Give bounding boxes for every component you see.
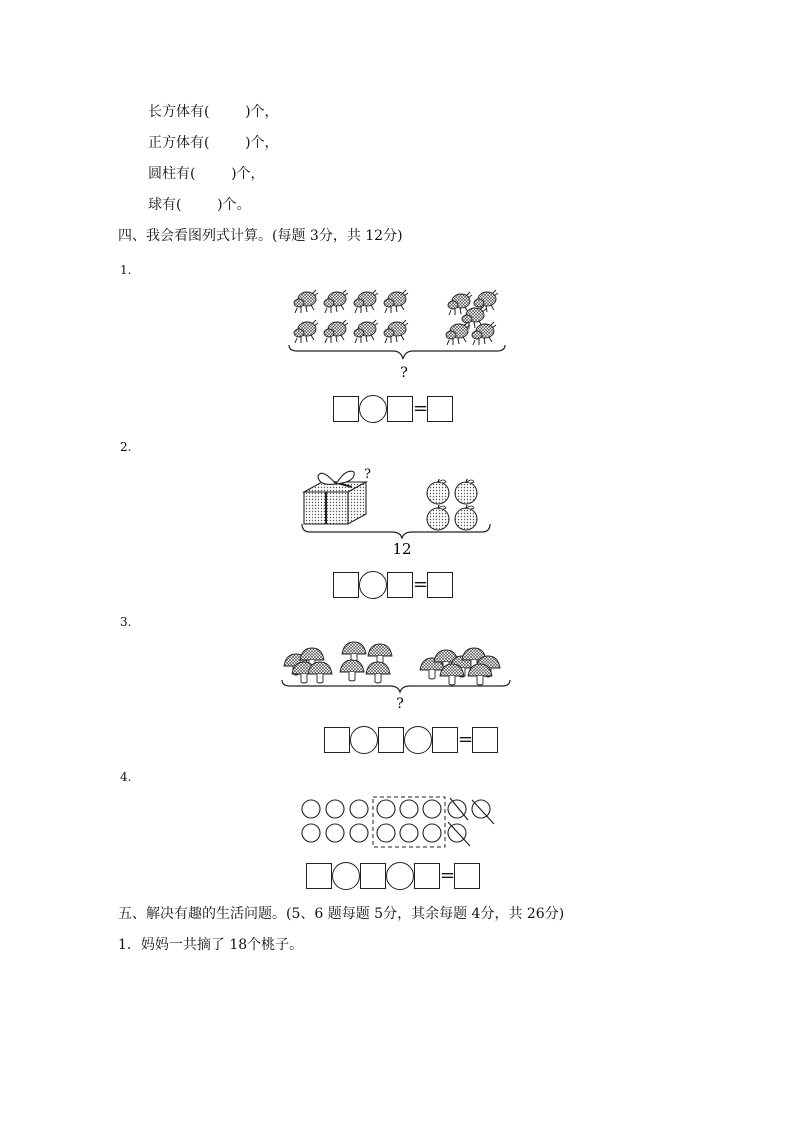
mushroom-icon (308, 662, 332, 683)
apple-icon (455, 505, 477, 530)
answer-box[interactable] (378, 727, 404, 753)
ant-icon (354, 290, 378, 313)
answer-box[interactable] (427, 396, 453, 422)
answer-box[interactable] (414, 863, 440, 889)
equals-sign: = (413, 574, 429, 595)
problem-1-number: 1. (120, 263, 132, 277)
answer-box[interactable] (387, 572, 413, 598)
problem-2-number: 2. (120, 440, 132, 454)
equation-2 (333, 571, 453, 599)
ant-icon (294, 320, 318, 343)
answer-box[interactable] (333, 572, 359, 598)
answer-box[interactable] (472, 727, 498, 753)
circle-mark (400, 824, 418, 842)
mushroom-icon (366, 662, 390, 683)
circle-mark (326, 800, 344, 818)
equation-4 (306, 862, 480, 890)
equation-3 (324, 726, 498, 754)
brace-label: ? (396, 696, 404, 712)
answer-box[interactable] (432, 727, 458, 753)
answer-box[interactable] (427, 572, 453, 598)
circle-mark (423, 824, 441, 842)
gift-box-icon (304, 471, 366, 524)
operator-circle[interactable] (386, 862, 414, 890)
answer-box[interactable] (333, 396, 359, 422)
apple-icon (427, 505, 449, 530)
ant-icon (324, 320, 348, 343)
circle-mark (350, 800, 368, 818)
cross-out-strokes (448, 798, 494, 846)
ant-icon (446, 322, 470, 345)
equals-sign: = (458, 729, 474, 750)
answer-box[interactable] (454, 863, 480, 889)
fill-line-cuboid: 长方体有( )个， (148, 104, 279, 120)
circle-mark (423, 800, 441, 818)
answer-box[interactable] (387, 396, 413, 422)
circle-mark (400, 800, 418, 818)
dashed-group-box (373, 797, 445, 847)
section-4-title: 四、我会看图列式计算。(每题 3分，共 12分) (118, 228, 403, 244)
problem-3-number: 3. (120, 615, 132, 629)
brace (289, 345, 505, 359)
equals-sign: = (440, 865, 456, 886)
problem-4-illustration (298, 796, 500, 852)
circle-mark (377, 824, 395, 842)
fill-line-cube: 正方体有( )个， (148, 135, 279, 151)
apple-icon (455, 479, 477, 504)
apple-icon (427, 479, 449, 504)
circle-mark (377, 800, 395, 818)
problem-3-illustration (278, 638, 514, 712)
operator-circle[interactable] (332, 862, 360, 890)
mushroom-icon (468, 664, 492, 685)
ant-icon (354, 320, 378, 343)
equals-sign: = (413, 398, 429, 419)
gift-question-mark: ? (364, 467, 371, 482)
brace (282, 680, 510, 692)
answer-box[interactable] (360, 863, 386, 889)
equation-1 (333, 395, 453, 423)
ant-icon (294, 290, 318, 313)
ant-icon (384, 320, 408, 343)
fill-line-sphere: 球有( )个。 (148, 197, 251, 213)
operator-circle[interactable] (359, 395, 387, 423)
brace-label: ? (400, 365, 408, 381)
operator-circle[interactable] (350, 726, 378, 754)
brace-label: 12 (392, 540, 412, 558)
ant-icon (472, 322, 496, 345)
ant-icon (384, 290, 408, 313)
problem-4-number: 4. (120, 770, 132, 784)
answer-box[interactable] (324, 727, 350, 753)
answer-box[interactable] (306, 863, 332, 889)
operator-circle[interactable] (359, 571, 387, 599)
crossed-circle (448, 800, 466, 818)
fill-line-cylinder: 圆柱有( )个， (148, 166, 265, 182)
mushroom-icon (440, 664, 464, 685)
problem-1-illustration (285, 285, 509, 383)
section-5-question-1: 1．妈妈一共摘了 18个桃子。 (118, 937, 304, 953)
mushroom-icon (340, 660, 364, 681)
ant-icon (324, 290, 348, 313)
circle-mark (302, 824, 320, 842)
circle-mark (302, 800, 320, 818)
operator-circle[interactable] (404, 726, 432, 754)
problem-2-illustration (296, 462, 498, 560)
section-5-title: 五、解决有趣的生活问题。(5、6 题每题 5分，其余每题 4分，共 26分) (118, 906, 565, 922)
circle-mark (326, 824, 344, 842)
circle-mark (350, 824, 368, 842)
